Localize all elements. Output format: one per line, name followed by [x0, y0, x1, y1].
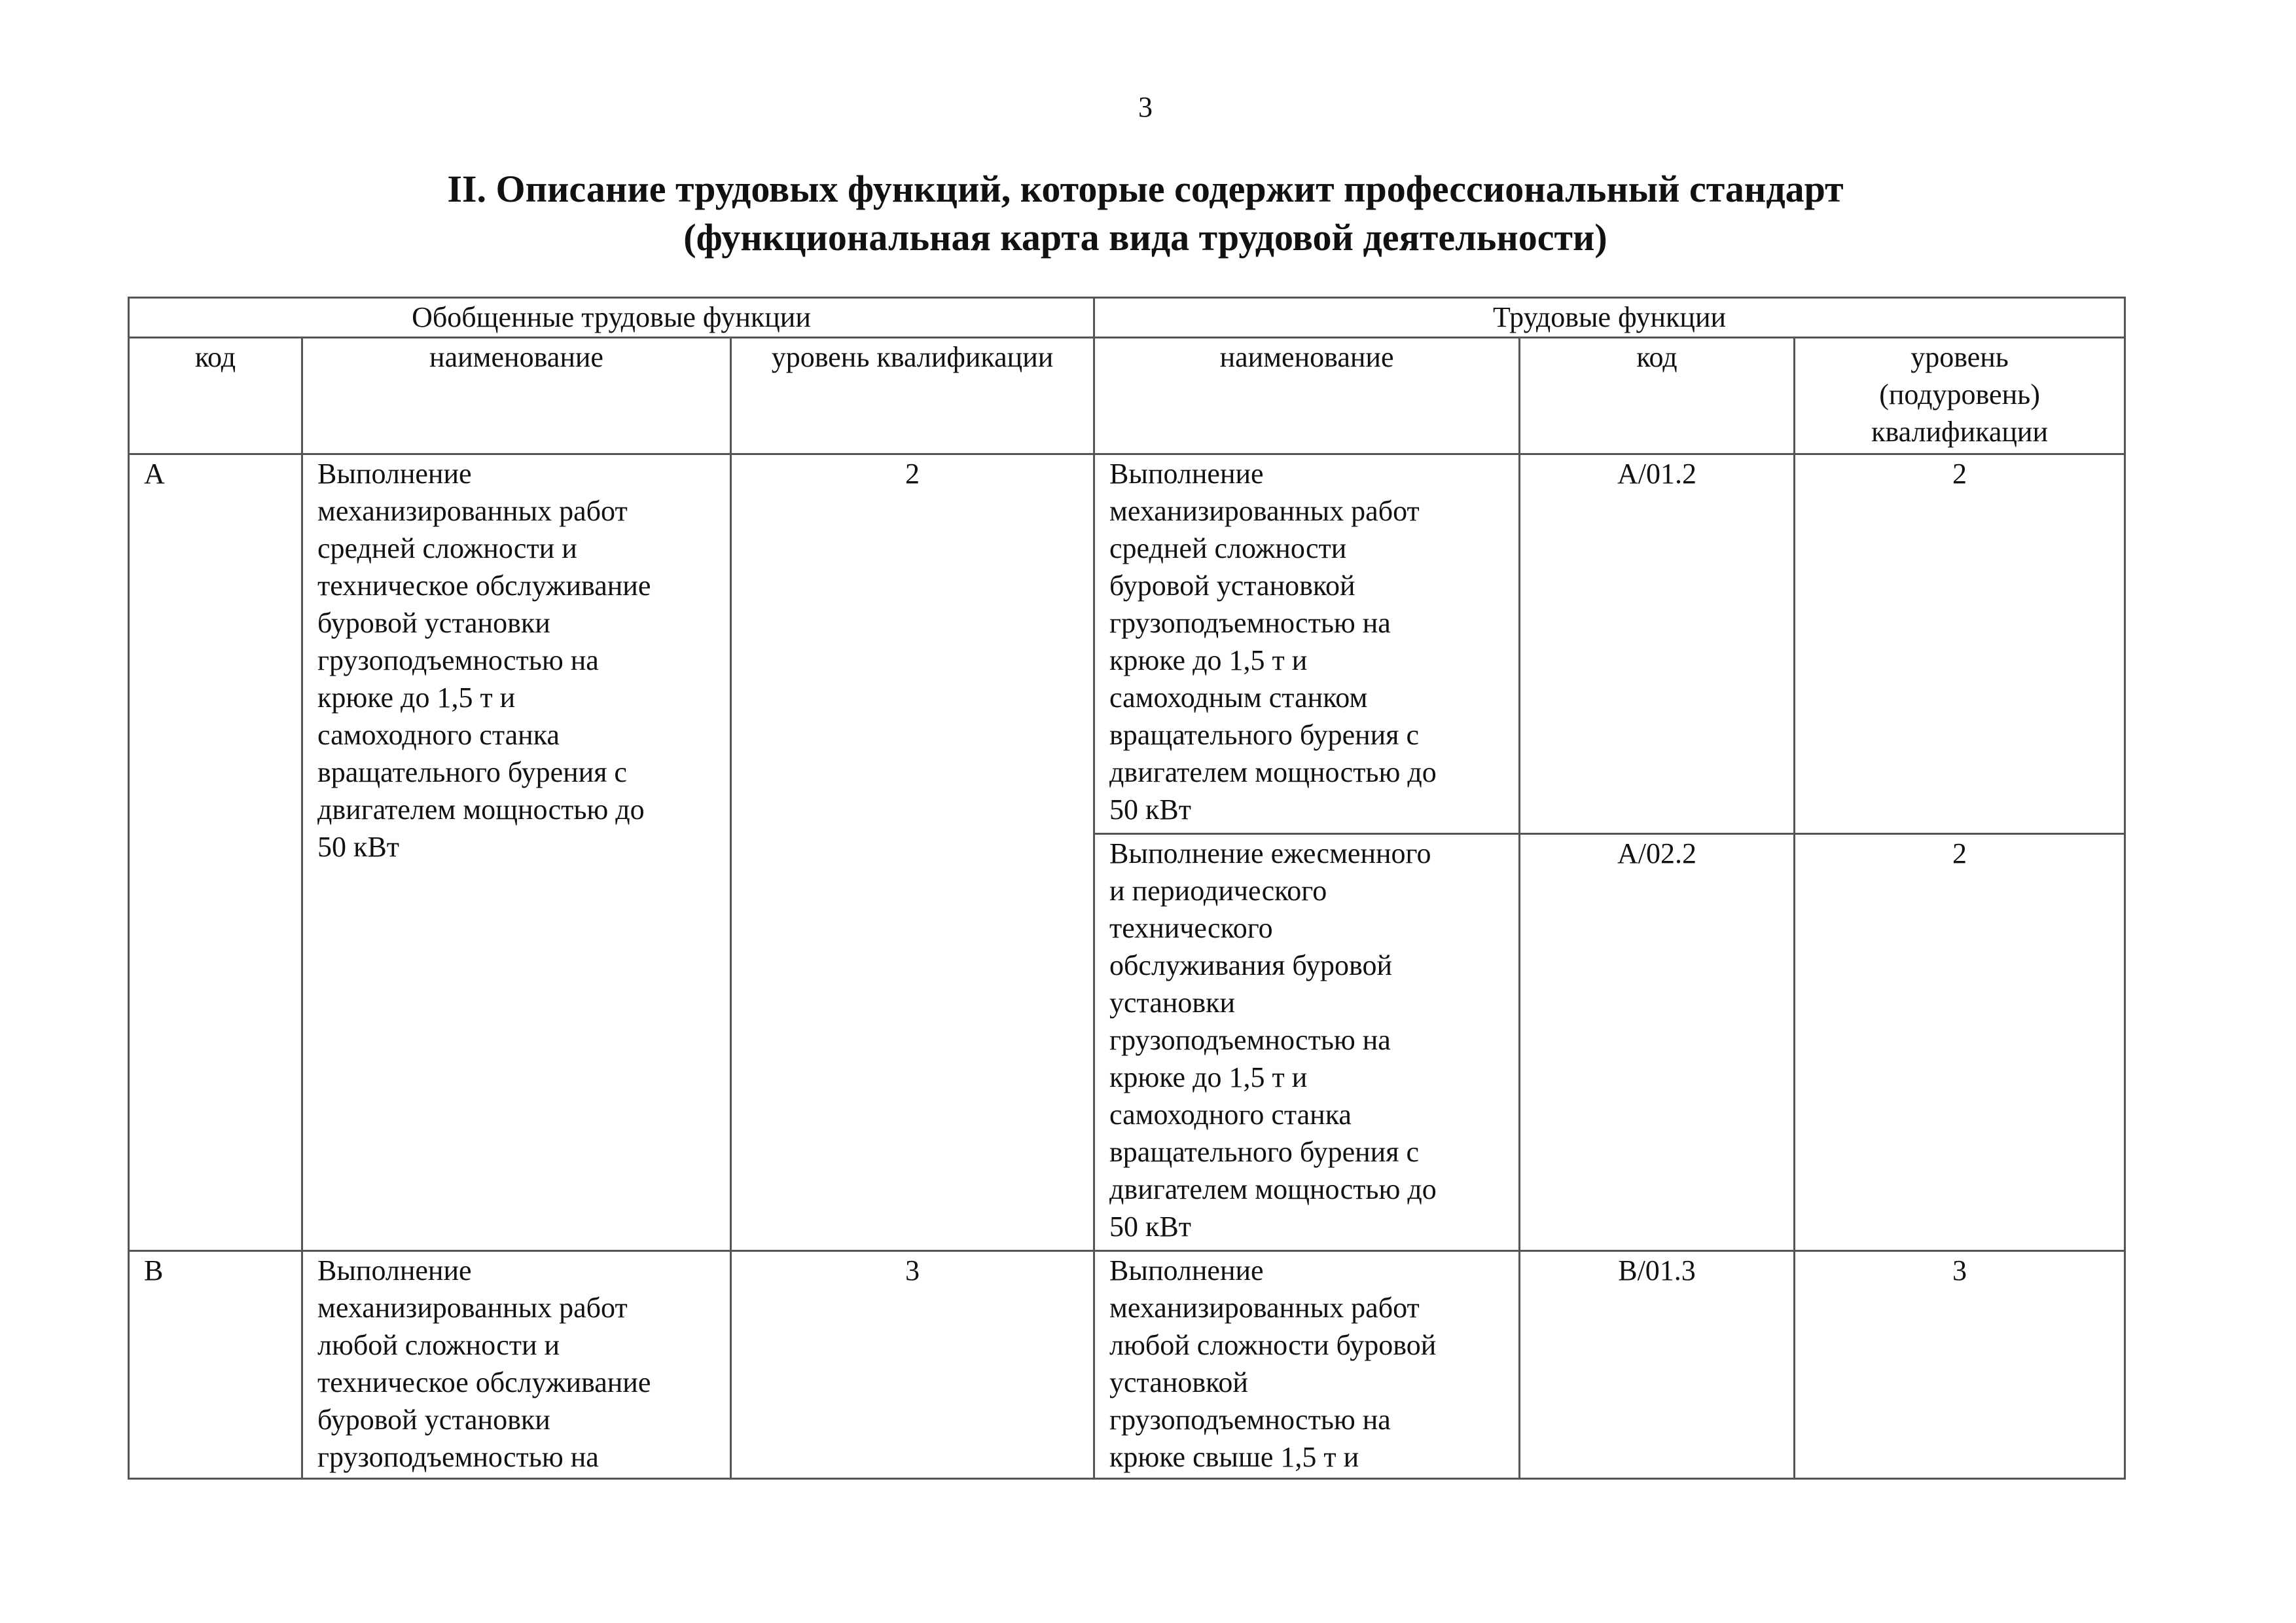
fn-code-cell: B/01.3 — [1520, 1251, 1795, 1479]
header-gen-name: наименование — [302, 338, 731, 454]
table-row — [129, 454, 2125, 834]
gen-level-cell: 2 — [731, 454, 1094, 1251]
gen-code-cell: A — [129, 454, 302, 1251]
fn-level-cell: 3 — [1795, 1251, 2125, 1479]
page-number: 3 — [1138, 91, 1153, 123]
fn-level-cell: 2 — [1795, 454, 2125, 834]
header-labor-functions: Трудовые функции — [1094, 298, 2125, 338]
header-generalized-functions: Обобщенные трудовые функции — [129, 298, 1094, 338]
section-title — [164, 165, 2127, 262]
fn-code-cell: A/01.2 — [1520, 454, 1795, 834]
table-row — [129, 1251, 2125, 1479]
gen-level-cell: 3 — [731, 1251, 1094, 1479]
fn-code-cell: A/02.2 — [1520, 834, 1795, 1251]
gen-name-cell: Выполнение механизированных работ любой сложности и техническое обслуживание буровой установки грузоподъемностью на — [302, 1251, 731, 1479]
functional-map-table — [128, 297, 2126, 1480]
fn-level-cell: 2 — [1795, 834, 2125, 1251]
header-fn-code: код — [1520, 338, 1795, 454]
header-fn-name: наименование — [1094, 338, 1520, 454]
gen-code-cell: B — [129, 1251, 302, 1479]
header-gen-code: код — [129, 338, 302, 454]
fn-name-cell: Выполнение механизированных работ средней сложности буровой установкой грузоподъемностью на крюке до 1,5 т и самоходным станком вращательного бурения с двигателем мощностью до 50 кВт — [1094, 454, 1520, 834]
section-title-line-2: (функциональная карта вида трудовой деятельности) — [683, 216, 1607, 259]
section-title-line-1: II. Описание трудовых функций, которые содержит профессиональный стандарт — [447, 168, 1844, 210]
group-header-row — [129, 298, 2125, 338]
header-gen-level: уровень квалификации — [731, 338, 1094, 454]
header-fn-level: уровень (подуровень) квалификации — [1795, 338, 2125, 454]
fn-name-cell: Выполнение механизированных работ любой сложности буровой установкой грузоподъемностью на крюке свыше 1,5 т и — [1094, 1251, 1520, 1479]
column-header-row — [129, 338, 2125, 454]
fn-name-cell: Выполнение ежесменного и периодического технического обслуживания буровой установки грузоподъемностью на крюке до 1,5 т и самоходного станка вращательного бурения с двигателем мощностью до 50 кВт — [1094, 834, 1520, 1251]
gen-name-cell: Выполнение механизированных работ средней сложности и техническое обслуживание буровой установки грузоподъемностью на крюке до 1,5 т и самоходного станка вращательного бурения с двигателем мощностью до 50 кВт — [302, 454, 731, 1251]
